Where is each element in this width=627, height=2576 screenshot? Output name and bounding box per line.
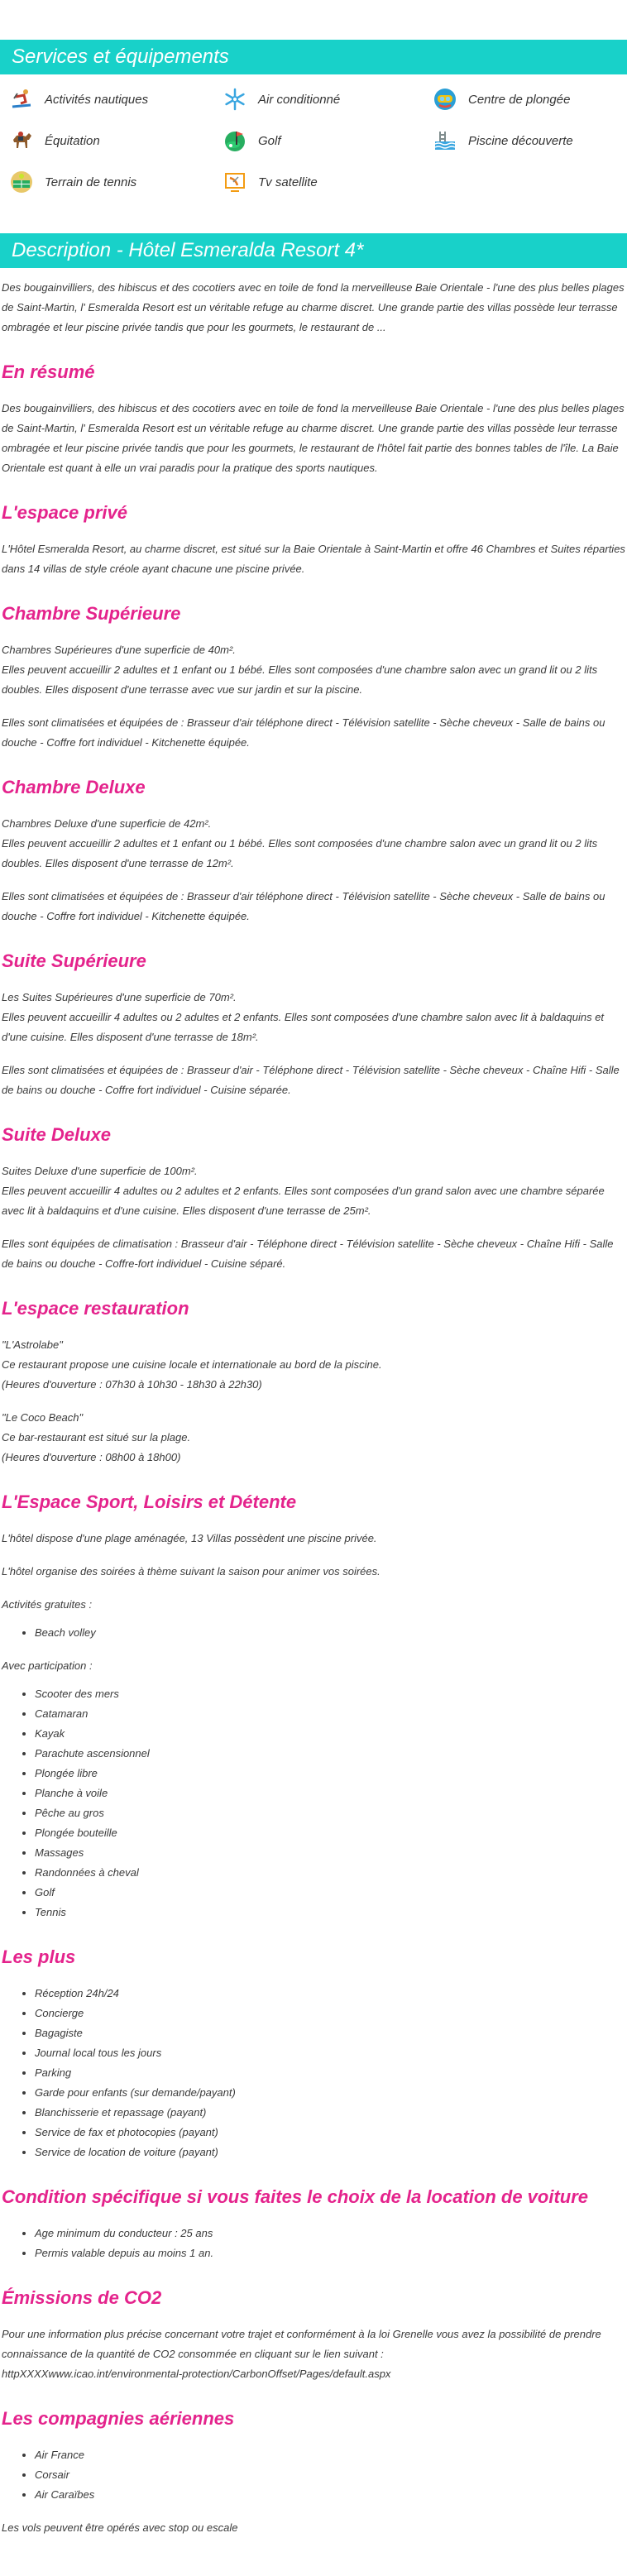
room-capacity: Elles peuvent accueillir 4 adultes ou 2 adultes et 2 enfants. Elles sont composées d'un grand salon avec une chambre séparée avec lit à baldaquins et d'une cuisine. Elles disposent d'une terrasse de 25m². — [2, 1185, 605, 1217]
snowflake-icon — [222, 86, 248, 113]
section-heading: Suite Supérieure — [2, 950, 146, 971]
co2-text: Pour une information plus précise concernant votre trajet et conformément à la loi Grenelle vous avez la possibilité de prendre connaissance de la quantité de CO2 consommée en cliquant sur le lien suivant : — [2, 2328, 601, 2360]
services-banner — [0, 40, 627, 74]
horse-icon — [8, 127, 35, 154]
list-item: • Golf — [35, 1883, 625, 1903]
services-grid — [0, 74, 627, 197]
list-item: • Catamaran — [35, 1704, 625, 1724]
section-heading: Les plus — [2, 1946, 76, 1967]
section-heading: Émissions de CO2 — [2, 2287, 162, 2308]
restaurant-name: "Le Coco Beach" — [2, 1411, 84, 1424]
section-heading: Condition spécifique si vous faites le choix de la location de voiture — [2, 2186, 589, 2207]
list-item: • Randonnées à cheval — [35, 1863, 625, 1883]
water-ski-icon — [8, 86, 35, 113]
room-surface: Chambres Supérieures d'une superficie de 40m². — [2, 644, 236, 656]
free-activities-label: Activités gratuites : — [2, 1598, 93, 1611]
section-heading: Chambre Supérieure — [2, 603, 181, 624]
list-item: • Pêche au gros — [35, 1803, 625, 1823]
list-item: • Tennis — [35, 1903, 625, 1922]
co2-link[interactable]: httpXXXXwww.icao.int/environmental-protection/CarbonOffset/Pages/default.aspx — [2, 2368, 391, 2380]
list-item: • Journal local tous les jours — [35, 2043, 625, 2063]
service-item — [8, 126, 222, 156]
sport-text: L'hôtel dispose d'une plage aménagée, 13 Villas possèdent une piscine privée. — [2, 1532, 377, 1544]
service-label: Golf — [258, 133, 281, 148]
room-equipment: Elles sont climatisées et équipées de : Brasseur d'air - Téléphone direct - Télévision satellite - Sèche cheveux - Chaîne Hifi - Salle de bains ou douche - Coffre fort individuel - Cuisine séparée. — [2, 1064, 620, 1096]
section-heading: Les compagnies aériennes — [2, 2408, 235, 2429]
restaurant-hours: (Heures d'ouverture : 07h30 à 10h30 - 18h30 à 22h30) — [2, 1378, 262, 1391]
paid-activities-list — [2, 1684, 625, 1922]
section-heading: L'espace restauration — [2, 1298, 189, 1319]
list-item: • Concierge — [35, 2004, 625, 2023]
description-title: Description - Hôtel Esmeralda Resort 4* — [12, 239, 364, 261]
espace-prive-text: L'Hôtel Esmeralda Resort, au charme discret, est situé sur la Baie Orientale à Saint-Martin et offre 46 Chambres et Suites réparties dans 14 villas de style créole ayant chacune une piscine privée. — [2, 543, 625, 575]
room-equipment: Elles sont climatisées et équipées de : Brasseur d'air téléphone direct - Télévision satellite - Sèche cheveux - Salle de bains ou douche - Coffre fort individuel - Kitchenette équipée. — [2, 890, 605, 922]
room-capacity: Elles peuvent accueillir 2 adultes et 1 enfant ou 1 bébé. Elles sont composées d'une chambre salon avec un grand lit ou 2 lits doubles. Elles disposent d'une terrasse avec vue sur jardin et sur la piscine. — [2, 663, 598, 696]
amenities-list — [2, 1984, 625, 2162]
service-item — [222, 167, 432, 197]
sport-text: L'hôtel organise des soirées à thème suivant la saison pour animer vos soirées. — [2, 1565, 381, 1578]
room-capacity: Elles peuvent accueillir 2 adultes et 1 enfant ou 1 bébé. Elles sont composées d'une chambre salon avec un grand lit ou 2 lits doubles. Elles disposent d'une terrasse de 12m². — [2, 837, 598, 869]
section-heading: En résumé — [2, 362, 95, 382]
list-item: • Garde pour enfants (sur demande/payant) — [35, 2083, 625, 2103]
service-item — [8, 167, 222, 197]
service-label: Terrain de tennis — [45, 175, 137, 189]
service-label: Équitation — [45, 133, 100, 148]
list-item: • Scooter des mers — [35, 1684, 625, 1704]
service-item — [8, 84, 222, 114]
service-item — [432, 126, 627, 156]
service-label: Air conditionné — [258, 92, 341, 107]
description-banner — [0, 233, 627, 268]
main-content — [0, 278, 627, 2538]
service-label: Tv satellite — [258, 175, 318, 189]
list-item: • Service de location de voiture (payant) — [35, 2143, 625, 2162]
room-surface: Suites Deluxe d'une superficie de 100m². — [2, 1165, 198, 1177]
list-item: • Corsair — [35, 2465, 625, 2485]
list-item: • Age minimum du conducteur : 25 ans — [35, 2224, 625, 2243]
restaurant-name: "L'Astrolabe" — [2, 1338, 63, 1351]
list-item: • Service de fax et photocopies (payant) — [35, 2123, 625, 2143]
list-item: • Parachute ascensionnel — [35, 1744, 625, 1764]
list-item: • Planche à voile — [35, 1784, 625, 1803]
service-item — [432, 84, 627, 114]
list-item: • Réception 24h/24 — [35, 1984, 625, 2004]
list-item: • Plongée libre — [35, 1764, 625, 1784]
golf-icon — [222, 127, 248, 154]
room-equipment: Elles sont climatisées et équipées de : Brasseur d'air téléphone direct - Télévision satellite - Sèche cheveux - Salle de bains ou douche - Coffre fort individuel - Kitchenette équipée. — [2, 716, 605, 749]
free-activities-list — [2, 1623, 625, 1643]
diving-icon — [432, 86, 458, 113]
service-label: Activités nautiques — [45, 92, 149, 107]
list-item: • Massages — [35, 1843, 625, 1863]
car-rental-conditions-list — [2, 2224, 625, 2263]
restaurant-desc: Ce bar-restaurant est situé sur la plage. — [2, 1431, 191, 1444]
list-item: • Permis valable depuis au moins 1 an. — [35, 2243, 625, 2263]
section-heading: L'Espace Sport, Loisirs et Détente — [2, 1491, 297, 1512]
services-title: Services et équipements — [12, 45, 229, 68]
section-heading: Chambre Deluxe — [2, 777, 146, 797]
list-item: • Plongée bouteille — [35, 1823, 625, 1843]
restaurant-hours: (Heures d'ouverture : 08h00 à 18h00) — [2, 1451, 181, 1463]
list-item: • Bagagiste — [35, 2023, 625, 2043]
resume-text: Des bougainvilliers, des hibiscus et des cocotiers avec en toile de fond la merveilleuse Baie Orientale - l'une des plus belles plages de Saint-Martin, l' Esmeralda Resort est un véritable refuge au charme discret. Une grande partie des villas possède leur terrasse ombragée et leur piscine privée tandis que pour les gourmets, le restaurant de l'hôtel fait partie des bonnes tables de l'île. La Baie Orientale est quant à elle un vrai paradis pour la pratique des sports nautiques. — [2, 402, 625, 474]
paid-activities-label: Avec participation : — [2, 1659, 93, 1672]
room-capacity: Elles peuvent accueillir 4 adultes ou 2 adultes et 2 enfants. Elles sont composées d'une chambre salon avec lit à baldaquins et d'une cuisine. Elles disposent d'une terrasse de 18m². — [2, 1011, 605, 1043]
service-label: Piscine découverte — [468, 133, 573, 148]
room-equipment: Elles sont équipées de climatisation : Brasseur d'air - Téléphone direct - Télévision satellite - Sèche cheveux - Chaîne Hifi - Salle de bains ou douche - Coffre-fort individuel - Cuisine séparé. — [2, 1238, 614, 1270]
list-item: • Blanchisserie et repassage (payant) — [35, 2103, 625, 2123]
airlines-list — [2, 2445, 625, 2505]
pool-icon — [432, 127, 458, 154]
airlines-note: Les vols peuvent être opérés avec stop ou escale — [2, 2521, 238, 2534]
list-item: • Kayak — [35, 1724, 625, 1744]
section-heading: L'espace privé — [2, 502, 127, 523]
list-item: • Air Caraïbes — [35, 2485, 625, 2505]
description-intro: Des bougainvilliers, des hibiscus et des cocotiers avec en toile de fond la merveilleuse Baie Orientale - l'une des plus belles plages de Saint-Martin, l' Esmeralda Resort est un véritable refuge au charme discret. Une grande partie des villas possède leur terrasse ombragée et leur piscine privée tandis que pour les gourmets, le restaurant de ... — [2, 281, 625, 333]
section-heading: Suite Deluxe — [2, 1124, 112, 1145]
room-surface: Les Suites Supérieures d'une superficie de 70m². — [2, 991, 237, 1003]
list-item: • Air France — [35, 2445, 625, 2465]
list-item: • Beach volley — [35, 1623, 625, 1643]
service-label: Centre de plongée — [468, 92, 571, 107]
service-item — [222, 84, 432, 114]
list-item: • Parking — [35, 2063, 625, 2083]
service-item — [222, 126, 432, 156]
satellite-tv-icon — [222, 169, 248, 195]
tennis-icon — [8, 169, 35, 195]
restaurant-desc: Ce restaurant propose une cuisine locale et internationale au bord de la piscine. — [2, 1358, 382, 1371]
room-surface: Chambres Deluxe d'une superficie de 42m². — [2, 817, 212, 830]
